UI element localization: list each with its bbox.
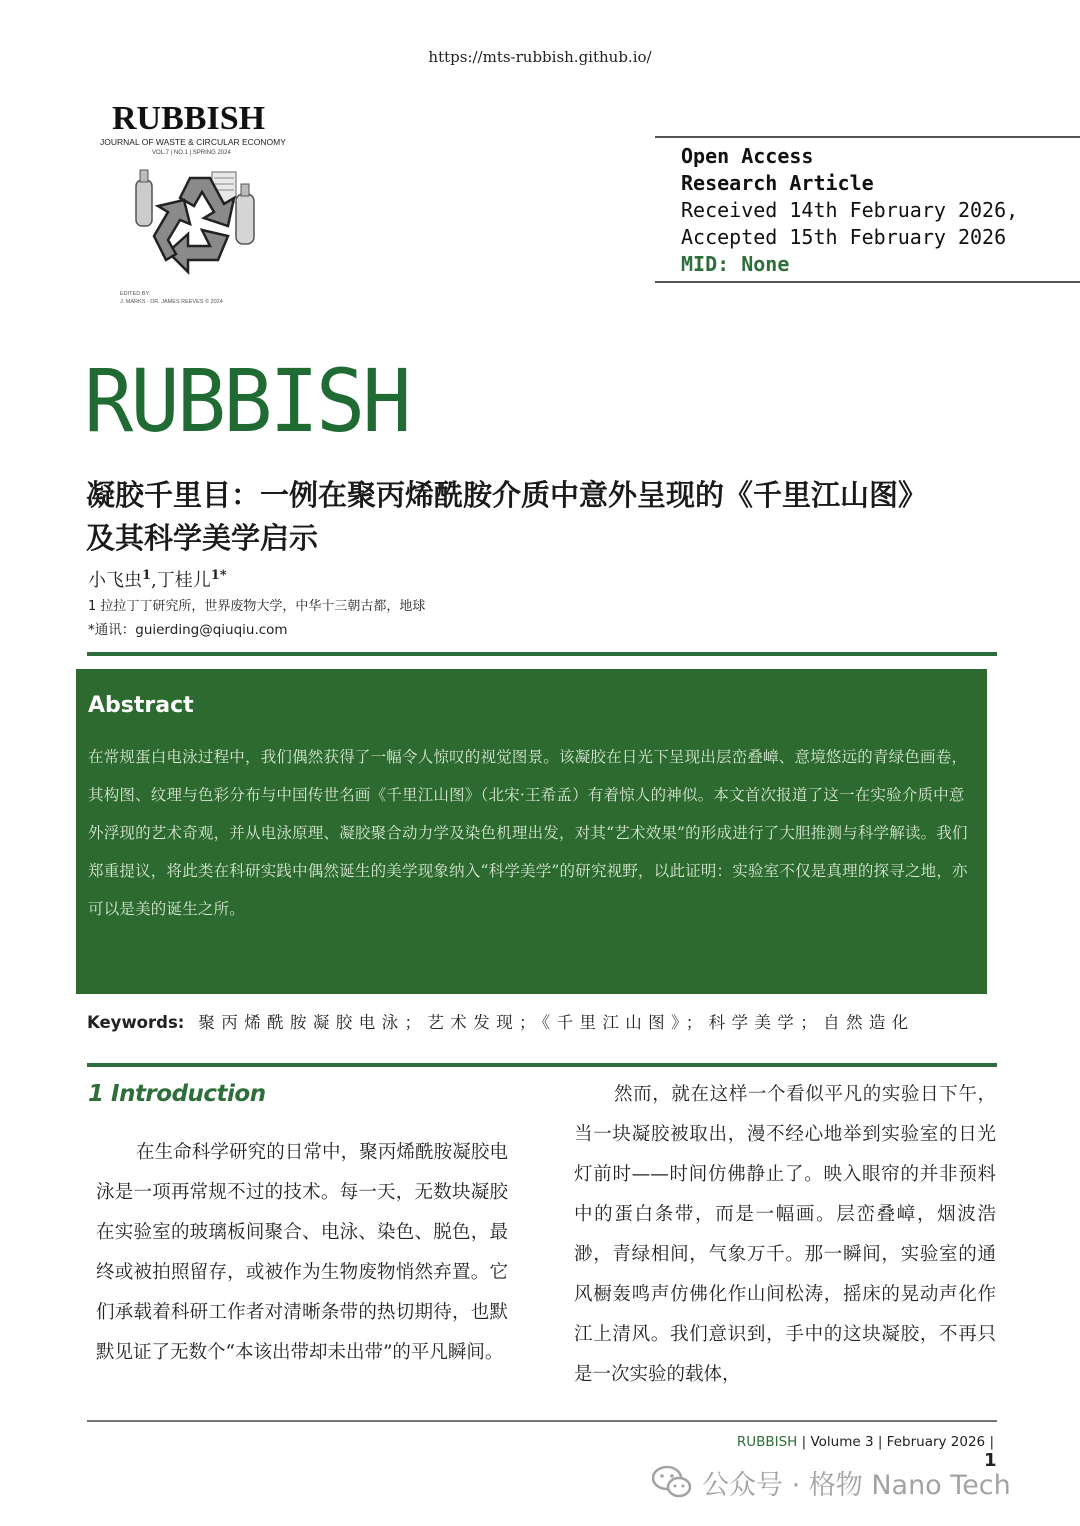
abstract-text: 在常规蛋白电泳过程中，我们偶然获得了一幅令人惊叹的视觉图景。该凝胶在日光下呈现出层峦叠嶂、意境悠远的青绿色画卷，其构图、纹理与色彩分布与中国传世名画《千里江山图》（北宋·王希孟）有着惊人的神似。本文首次报道了这一在实验介质中意外浮现的艺术奇观，并从电泳原理、凝胶聚合动力学及染色机理出发，对其“艺术效果”的形成进行了大胆推测与科学解读。我们郑重提议，将此类在科研实践中偶然诞生的美学现象纳入“科学美学”的研究视野，以此证明：实验室不仅是真理的探寻之地，亦可以是美的诞生之所。 (88, 748, 968, 918)
info-bottom-rule (655, 281, 1080, 283)
cover-subtitle: JOURNAL OF WASTE & CIRCULAR ECONOMY (100, 137, 286, 147)
access-type: Open Access (681, 144, 814, 168)
page-number: 1 (984, 1450, 997, 1471)
authors: 小飞虫$^1$,丁桂儿$^{1*}$ (88, 568, 227, 591)
journal-cover (98, 100, 294, 310)
affiliation: 1 拉拉丁丁研究所，世界废物大学，中华十三朝古都，地球 (88, 599, 426, 614)
green-divider-top (87, 652, 997, 656)
abstract-heading: Abstract (88, 693, 194, 718)
footer-journal: RUBBISH (736, 1434, 798, 1450)
keywords-value: 聚丙烯酰胺凝胶电泳；艺术发现；《千里江山图》；科学美学；自然造化 (198, 1013, 915, 1032)
article-title: 凝胶千里目：一例在聚丙烯酰胺介质中意外呈现的《千里江山图》 及其科学美学启示 (86, 478, 928, 555)
cover-volume: VOL.7 | NO.1 | SPRING 2024 (152, 150, 231, 156)
introduction-heading: 1 Introduction (88, 1081, 266, 1107)
article-type: Research Article (681, 171, 874, 195)
cover-title: RUBBISH (112, 100, 266, 137)
article-info (681, 143, 1018, 278)
footer-issue: | Volume 3 | February 2026 | (797, 1434, 994, 1450)
recycle-icon (132, 164, 262, 282)
footer (680, 1434, 994, 1450)
mid-label: MID: None (681, 252, 790, 276)
received-date: Received 14th February 2026, (681, 198, 1019, 222)
info-top-rule (655, 136, 1080, 138)
green-divider-bottom (87, 1063, 997, 1067)
footer-rule (87, 1420, 997, 1422)
accepted-date: Accepted 15th February 2026 (681, 225, 1007, 249)
intro-paragraph-right: 然而，就在这样一个看似平凡的实验日下午，当一块凝胶被取出，漫不经心地举到实验室的日光灯前时——时间仿佛静止了。映入眼帘的并非预料中的蛋白条带，而是一幅画。层峦叠嶂，烟波浩渺，青绿相间，气象万千。那一瞬间，实验室的通风橱轰鸣声仿佛化作山间松涛，摇床的晃动声化作江上清风。我们意识到，手中的这块凝胶，不再只是一次实验的载体， (574, 1084, 996, 1385)
keywords-label: Keywords: (87, 1013, 185, 1032)
wechat-icon (652, 1465, 692, 1499)
journal-title: RUBBISH (84, 352, 409, 452)
correspondence-email[interactable]: *通讯：guierding@qiuqiu.com (88, 622, 288, 638)
keywords (87, 1009, 997, 1033)
intro-paragraph-left: 在生命科学研究的日常中，聚丙烯酰胺凝胶电泳是一项再常规不过的技术。每一天，无数块凝胶在实验室的玻璃板间聚合、电泳、染色、脱色，最终或被拍照留存，或被作为生物废物悄然弃置。它们承载着科研工作者对清晰条带的热切期待，也默默见证了无数个“本该出带却未出带”的平凡瞬间。 (96, 1142, 508, 1363)
cover-editors: EDITED BY: J. MARKS · DR. JAMES REEVES © 2024 (120, 291, 223, 305)
header-url[interactable]: https://mts-rubbish.github.io/ (428, 48, 652, 66)
abstract-box (76, 669, 987, 994)
watermark: 公众号 · 格物 Nano Tech (652, 1462, 1011, 1502)
